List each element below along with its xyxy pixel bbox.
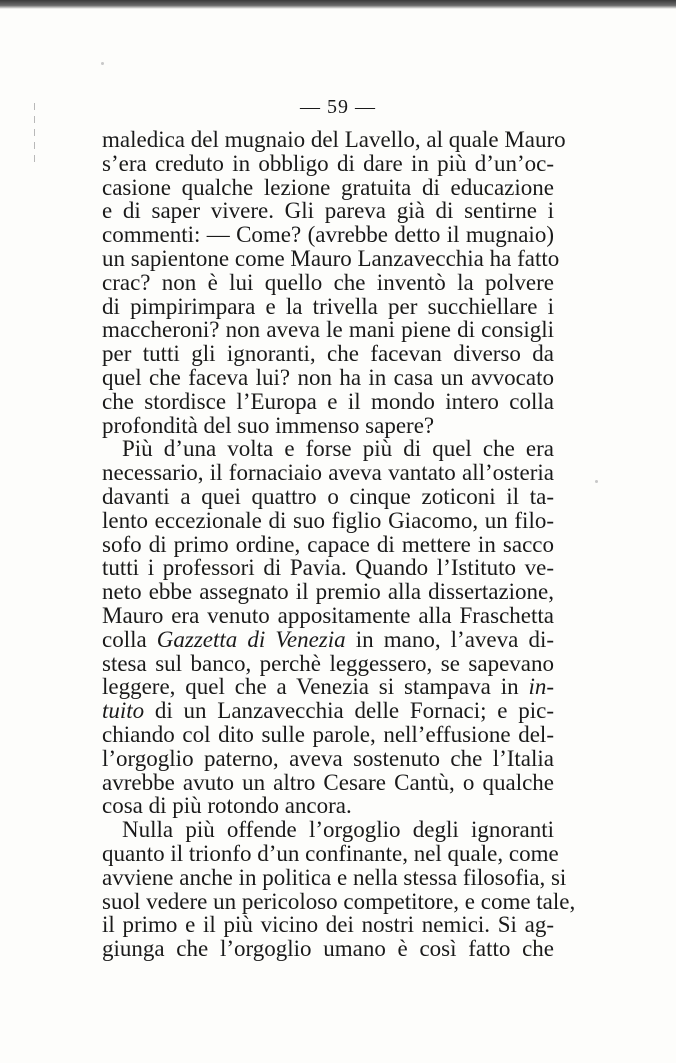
text-line: maccheroni? non aveva le mani piene di consigli xyxy=(102,317,554,343)
text-line xyxy=(102,675,554,699)
text-line: il primo e il più vicino dei nostri nemici. Si ag- xyxy=(102,912,554,938)
text-line: per tutti gli ignoranti, che facevan diverso da xyxy=(102,341,554,367)
text-line: Mauro era venuto appositamente alla Fraschetta xyxy=(102,602,554,628)
italic-text: tuito xyxy=(102,698,145,724)
text-line: suol vedere un pericoloso competitore, e come tale, xyxy=(102,888,576,914)
text-line: quel che faceva lui? non ha in casa un avvocato xyxy=(102,364,554,390)
text-line: Più d’una volta e forse più di quel che era xyxy=(122,436,554,462)
text-line: lento eccezionale di suo figlio Giacomo, un filo- xyxy=(102,507,554,533)
text-line: di pimpirimpara e la trivella per succhiellare i xyxy=(102,293,554,319)
text-line: stesa sul banco, perchè leggessero, se sapevano xyxy=(102,650,554,676)
text-line: cosa di più rotondo ancora. xyxy=(102,793,352,819)
page-number: — 59 — xyxy=(300,96,376,118)
page-top-edge xyxy=(0,0,676,9)
text-line: Nulla più offende l’orgoglio degli ignoranti xyxy=(122,817,554,843)
paper-speck xyxy=(595,480,598,483)
text-line: davanti a quei quattro o cinque zoticoni il ta- xyxy=(102,483,554,509)
text-line: profondità del suo immenso sapere? xyxy=(102,412,435,438)
italic-text: Gazzetta di Venezia xyxy=(156,626,346,652)
text-line: tutti i professori di Pavia. Quando l’Istituto ve- xyxy=(102,555,554,581)
text-line xyxy=(102,699,554,723)
text-line: maledica del mugnaio del Lavello, al quale Mauro xyxy=(102,127,566,152)
text-line: che stordisce l’Europa e il mondo intero colla xyxy=(102,388,554,414)
text-line: avrebbe avuto un altro Cesare Cantù, o qualche xyxy=(102,769,554,795)
text-line: sofo di primo ordine, capace di mettere in sacco xyxy=(102,531,554,557)
text-line: quanto il trionfo d’un confinante, nel quale, come xyxy=(102,840,559,866)
text-line: neto ebbe assegnato il premio alla dissertazione, xyxy=(102,579,554,605)
paper-speck xyxy=(101,62,104,65)
text-line: un sapientone come Mauro Lanzavecchia ha fatto xyxy=(102,245,560,271)
text-line: avviene anche in politica e nella stessa filosofia, si xyxy=(102,864,567,890)
text-segment: colla xyxy=(102,626,157,652)
text-line: s’era creduto in obbligo di dare in più d’un’oc- xyxy=(102,150,554,176)
italic-text: in- xyxy=(528,674,554,700)
body-text xyxy=(102,127,576,962)
text-line: necessario, il fornaciaio aveva vantato all’osteria xyxy=(102,460,554,486)
text-segment: di un Lanzavecchia delle Fornaci; e pic- xyxy=(144,698,554,724)
text-segment: in mano, l’aveva di- xyxy=(345,626,554,652)
text-line: e di saper vivere. Gli pareva già di sentirne i xyxy=(102,198,554,224)
text-line: crac? non è lui quello che inventò la polvere xyxy=(102,269,554,295)
text-line: chiando col dito sulle parole, nell’effusione del- xyxy=(102,721,554,747)
text-segment: leggere, quel che a Venezia si stampava in xyxy=(102,674,529,700)
text-line: casione qualche lezione gratuita di educazione xyxy=(102,174,554,200)
text-line: giunga che l’orgoglio umano è così fatto che xyxy=(102,936,554,962)
text-line: commenti: — Come? (avrebbe detto il mugnaio) xyxy=(102,222,554,248)
text-line xyxy=(102,628,554,652)
text-line: l’orgoglio paterno, aveva sostenuto che l’Italia xyxy=(102,745,554,771)
